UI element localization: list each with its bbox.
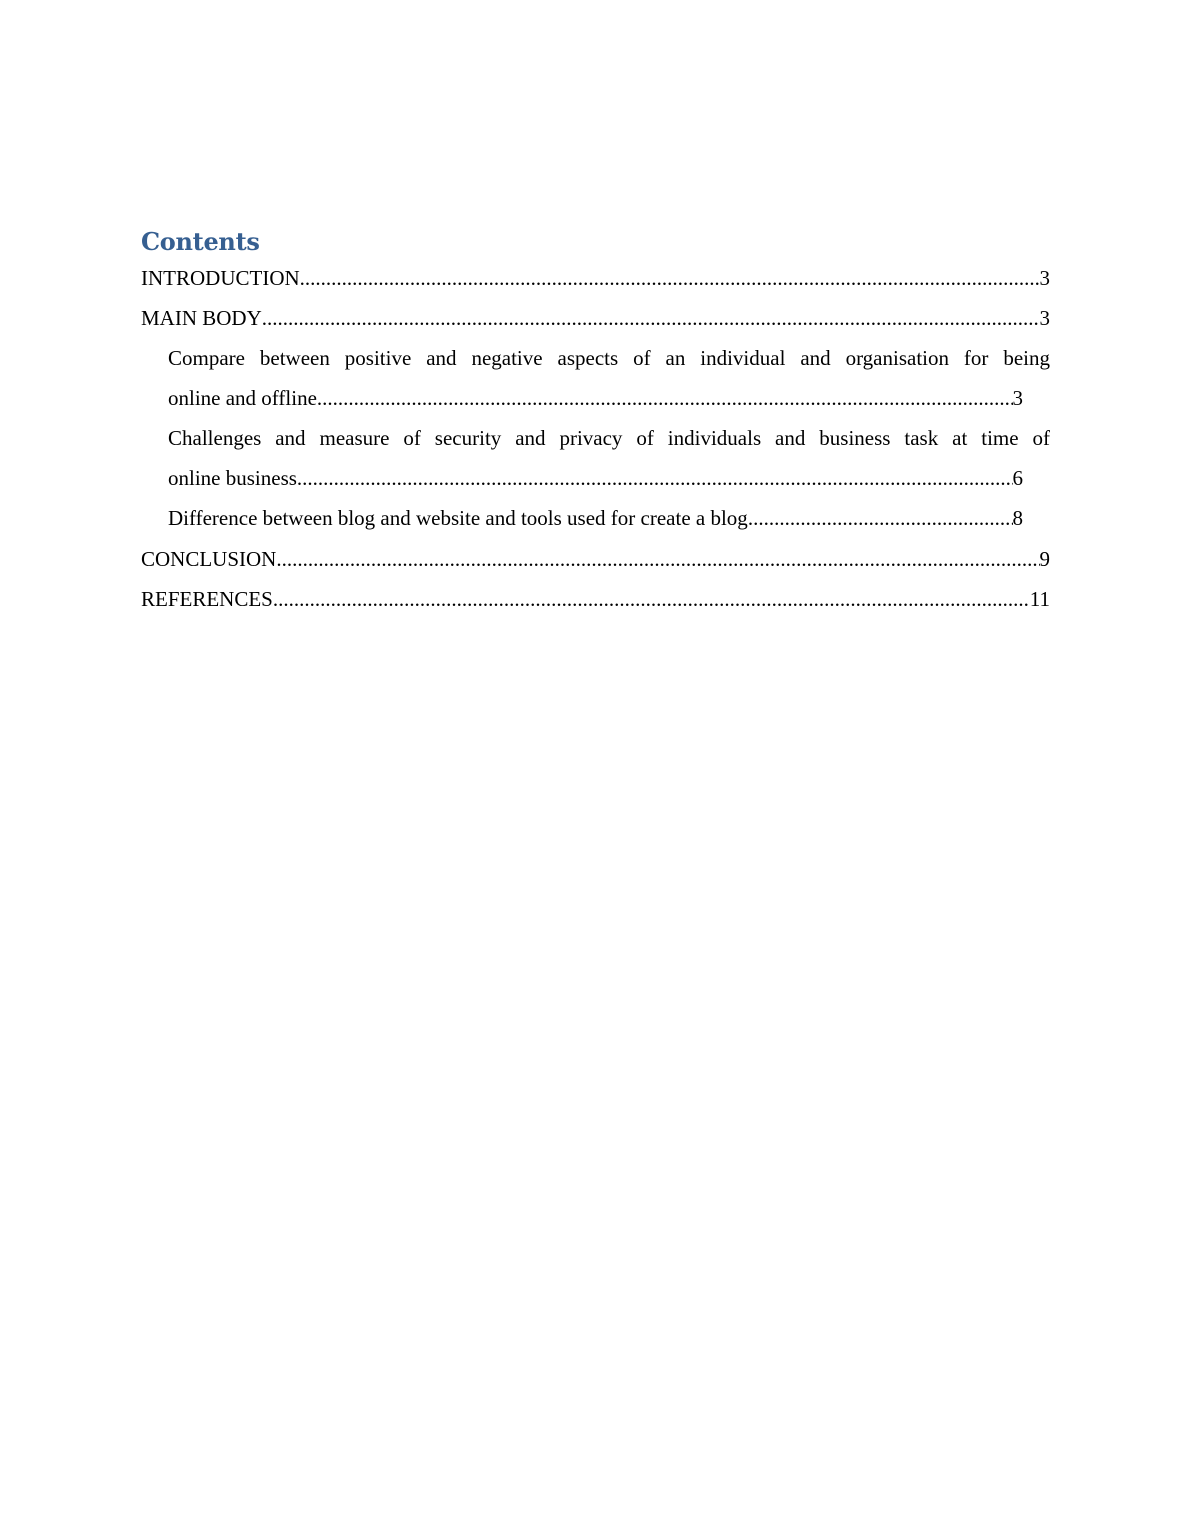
toc-entry-label-line2: online and offline <box>168 386 317 410</box>
toc-heading: Contents <box>141 227 260 256</box>
toc-dot-leader <box>273 579 1030 619</box>
toc-entry-main-body[interactable] <box>141 298 1050 338</box>
toc-entry-label: CONCLUSION <box>141 547 277 571</box>
toc-entry-introduction[interactable] <box>141 258 1050 298</box>
toc-entry-label-line1: Compare between positive and negative aspects of an individual and organisation for being <box>168 346 1050 370</box>
toc-entry-challenges-security[interactable] <box>168 418 1050 498</box>
toc-dot-leader <box>300 258 1040 298</box>
toc-entry-label: REFERENCES <box>141 587 273 611</box>
toc-dot-leader <box>262 298 1040 338</box>
toc-page-number: 8 <box>1012 506 1023 530</box>
toc-entry-blog-vs-website[interactable] <box>168 498 1050 538</box>
toc-dot-leader <box>276 539 1039 579</box>
toc-dot-leader <box>748 498 1013 538</box>
toc-entry-conclusion[interactable] <box>141 539 1050 579</box>
toc-entry-label: Difference between blog and website and tools used for create a blog <box>168 506 748 530</box>
toc-page-number: 11 <box>1029 587 1050 611</box>
toc-entry-compare-aspects[interactable] <box>168 338 1050 418</box>
toc-page-number: 3 <box>1039 266 1050 290</box>
toc-page-number: 6 <box>1012 466 1023 490</box>
toc-dot-leader <box>317 378 1013 418</box>
toc-entry-label-line2: online business <box>168 466 297 490</box>
toc-entry-label: INTRODUCTION <box>141 266 300 290</box>
toc-entry-references[interactable] <box>141 579 1050 619</box>
toc-page-number: 3 <box>1012 386 1023 410</box>
toc-dot-leader <box>297 458 1013 498</box>
toc-page-number: 3 <box>1039 306 1050 330</box>
toc-entry-label: MAIN BODY <box>141 306 262 330</box>
toc-page-number: 9 <box>1039 547 1050 571</box>
toc-entry-label-line1: Challenges and measure of security and privacy of individuals and business task at time of <box>168 426 1050 450</box>
